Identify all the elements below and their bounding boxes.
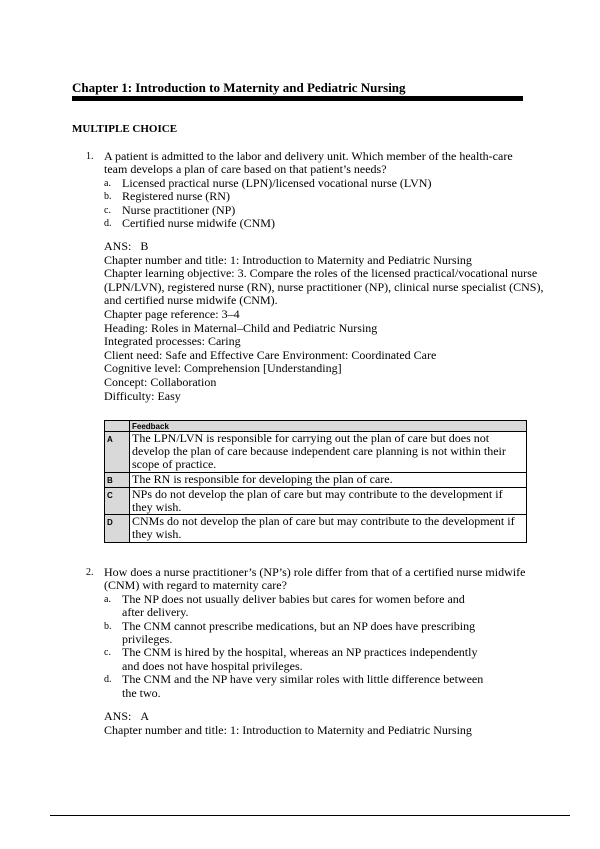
feedback-key: B — [105, 472, 130, 487]
answer-value: A — [140, 709, 150, 723]
meta-line: Chapter page reference: 3–4 — [104, 306, 240, 321]
feedback-row — [105, 472, 527, 487]
question-1 — [86, 150, 536, 230]
meta-line: Heading: Roles in Maternal–Child and Pediatric Nursing — [104, 320, 378, 335]
meta-line: Chapter number and title: 1: Introduction to Maternity and Pediatric Nursing — [104, 252, 472, 267]
footer-rule — [50, 815, 570, 816]
choice-letter: c. — [104, 647, 111, 659]
choice-text: The NP does not usually deliver babies but cares for women before and after delivery. — [122, 591, 465, 620]
feedback-text: The RN is responsible for developing the plan of care. — [130, 472, 527, 487]
feedback-header: Feedback — [130, 421, 527, 432]
choice-letter: b. — [104, 620, 112, 632]
choice-b — [104, 190, 536, 203]
answer-label: ANS: — [104, 239, 132, 253]
section-title: MULTIPLE CHOICE — [72, 123, 178, 135]
choice-letter: b. — [104, 191, 112, 203]
answer-label: ANS: — [104, 709, 132, 723]
choice-text: Registered nurse (RN) — [122, 189, 230, 204]
meta-line: Client need: Safe and Effective Care Environment: Coordinated Care — [104, 347, 437, 362]
question-1-meta — [104, 240, 544, 403]
choice-letter: d. — [104, 674, 112, 686]
feedback-row — [105, 487, 527, 514]
answer-value: B — [140, 239, 149, 253]
meta-line: Chapter number and title: 1: Introduction to Maternity and Pediatric Nursing — [104, 722, 472, 737]
choice-list — [104, 593, 486, 700]
question-number: 1. — [86, 151, 94, 162]
question-stem: A patient is admitted to the labor and delivery unit. Which member of the health-care team develops a plan of care based on that patient’s needs? — [104, 149, 513, 177]
feedback-text: NPs do not develop the plan of care but may contribute to the development if they wish. — [130, 487, 527, 514]
choice-text: Nurse practitioner (NP) — [122, 202, 236, 217]
choice-c — [104, 646, 486, 673]
choice-letter: c. — [104, 204, 111, 216]
meta-line: Integrated processes: Caring — [104, 334, 241, 349]
choice-text: Certified nurse midwife (CNM) — [122, 216, 275, 231]
feedback-header-row — [105, 421, 527, 432]
choice-d — [104, 673, 486, 700]
choice-text: The CNM is hired by the hospital, whereas an NP practices independently and does not have hospital privileges. — [122, 645, 478, 673]
feedback-header-blank — [105, 421, 130, 432]
choice-text: The CNM and the NP have very similar roles with little difference between the two. — [122, 672, 484, 700]
choice-b — [104, 620, 486, 647]
question-number: 2. — [86, 567, 94, 578]
choice-letter: a. — [104, 593, 111, 605]
choice-letter: a. — [104, 177, 111, 189]
choice-c — [104, 204, 536, 217]
feedback-key: D — [105, 515, 130, 542]
feedback-row — [105, 515, 527, 542]
choice-text: Licensed practical nurse (LPN)/licensed vocational nurse (LVN) — [122, 175, 432, 190]
meta-line: Difficulty: Easy — [104, 388, 181, 403]
feedback-table — [104, 420, 527, 543]
choice-text: The CNM cannot prescribe medications, but an NP does have prescribing privileges. — [122, 618, 476, 647]
choice-letter: d. — [104, 218, 112, 230]
question-2 — [86, 566, 526, 700]
title-rule — [72, 96, 523, 101]
feedback-row — [105, 432, 527, 473]
feedback-text: CNMs do not develop the plan of care but may contribute to the development if they wish. — [130, 515, 527, 542]
question-stem: How does a nurse practitioner’s (NP’s) role differ from that of a certified nurse midwife (CNM) with regard to maternity care? — [104, 565, 526, 593]
feedback-text: The LPN/LVN is responsible for carrying out the plan of care but does not develop the plan of care because independent care planning is not within their scope of practice. — [130, 432, 527, 473]
feedback-key: A — [105, 432, 130, 473]
meta-line: Concept: Collaboration — [104, 374, 217, 389]
meta-line: Chapter learning objective: 3. Compare the roles of the licensed practical/vocational nurse (LPN/LVN), registered nurse (RN), nurse practitioner (NP), clinical nurse specialist (CNS), and certified nurse midwife (CNM). — [104, 266, 544, 308]
meta-line: Cognitive level: Comprehension [Understanding] — [104, 361, 342, 376]
answer-line — [104, 240, 544, 254]
feedback-key: C — [105, 487, 130, 514]
answer-line — [104, 710, 544, 724]
choice-d — [104, 217, 536, 230]
question-2-meta — [104, 710, 544, 737]
chapter-title: Chapter 1: Introduction to Maternity and Pediatric Nursing — [72, 80, 406, 95]
choice-a — [104, 593, 486, 620]
choice-a — [104, 177, 536, 190]
choice-list — [104, 177, 536, 231]
